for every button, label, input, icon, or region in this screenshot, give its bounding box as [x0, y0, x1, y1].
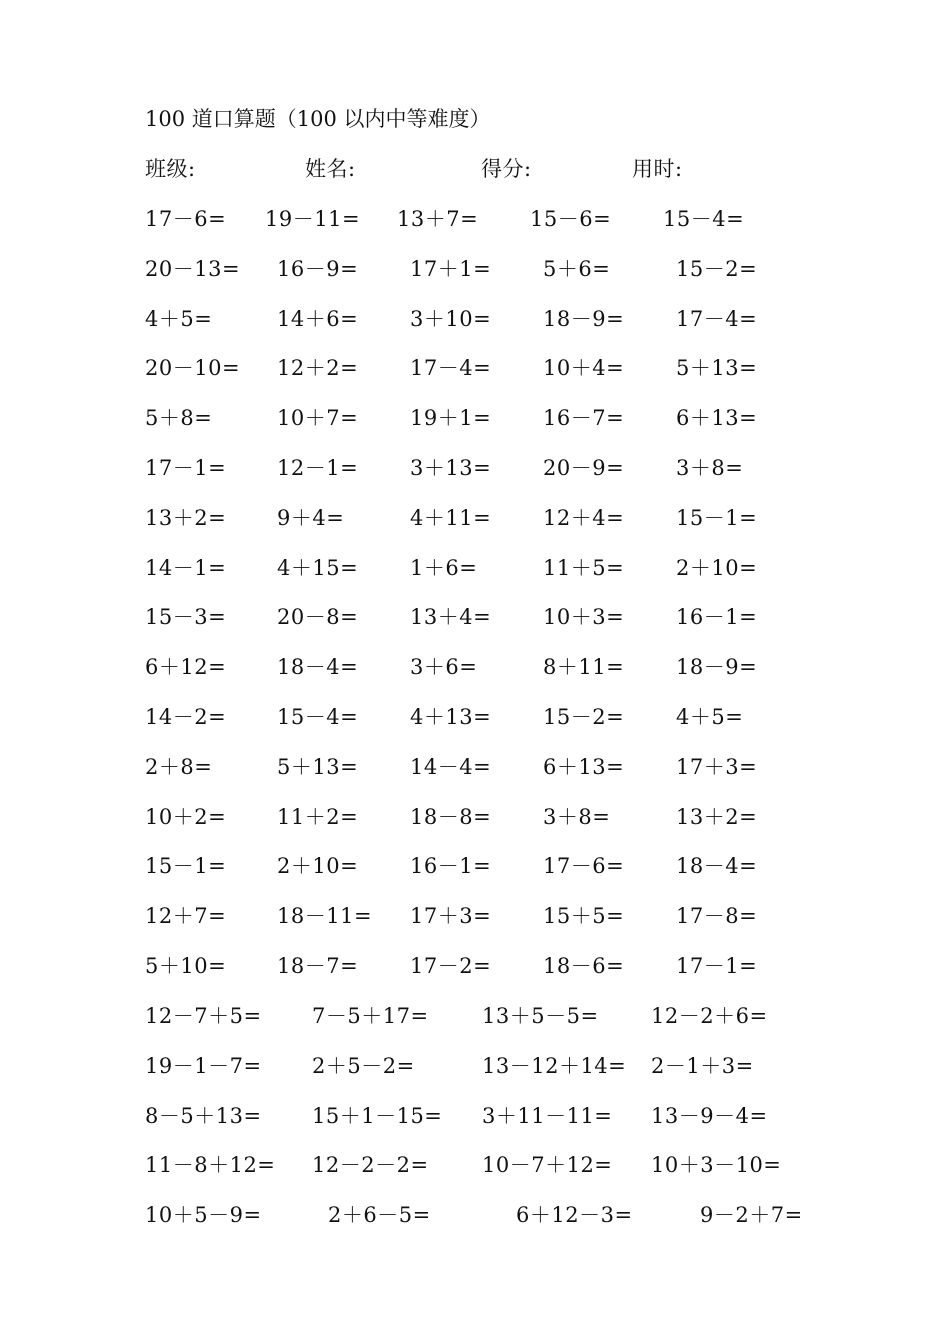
- problem: 2＋5－2=: [312, 1053, 415, 1078]
- problem: 18－4=: [277, 655, 359, 680]
- problem: 2＋8=: [145, 754, 213, 779]
- problem: 18－4=: [676, 854, 758, 879]
- problem: 5＋10=: [145, 954, 227, 978]
- problem-row: [0, 304, 950, 334]
- problem: 15－4=: [663, 207, 745, 231]
- problem: 9＋4=: [277, 505, 345, 530]
- problem: 4＋5=: [145, 306, 213, 331]
- problem: 11－8＋12=: [145, 1153, 276, 1178]
- problem: 10＋7=: [277, 406, 359, 431]
- problem: 13＋2=: [676, 804, 758, 829]
- problem: 17＋3=: [676, 754, 758, 779]
- problem: 3＋8=: [543, 804, 611, 829]
- problem: 10＋3－10=: [651, 1153, 782, 1178]
- problem: 1＋6=: [410, 555, 478, 580]
- problem: 6＋12－3=: [516, 1203, 633, 1228]
- problem: 4＋15=: [277, 555, 359, 580]
- problem: 20－8=: [277, 605, 359, 630]
- problem: 14－4=: [410, 754, 492, 779]
- problem: 5＋13=: [676, 356, 758, 381]
- time-label: 用时:: [632, 157, 683, 181]
- problem-row: [0, 1101, 950, 1131]
- problem: 3＋11－11=: [482, 1103, 613, 1128]
- problem: 18－11=: [277, 904, 373, 929]
- problem: 3＋8=: [676, 456, 744, 480]
- problem: 17－1=: [145, 456, 227, 480]
- problem: 10－7＋12=: [482, 1153, 613, 1178]
- problem: 3＋6=: [410, 655, 478, 680]
- problem: 17－4=: [410, 356, 492, 381]
- problem-row: [0, 901, 950, 931]
- problem: 19－1－7=: [145, 1053, 262, 1078]
- problem: 18－9=: [676, 655, 758, 680]
- problem: 12＋7=: [145, 904, 227, 929]
- problem: 7－5＋17=: [312, 1004, 429, 1028]
- problem: 12＋4=: [543, 505, 625, 530]
- problem: 12＋2=: [277, 356, 359, 381]
- name-label: 姓名:: [305, 157, 356, 181]
- problem: 17－6=: [145, 207, 227, 231]
- problem: 14－2=: [145, 705, 227, 729]
- problem: 4＋13=: [410, 705, 492, 729]
- problem-row: [0, 503, 950, 533]
- problem: 20－13=: [145, 256, 241, 281]
- problem: 4＋11=: [410, 505, 492, 530]
- problem: 13＋2=: [145, 505, 227, 530]
- problem: 12－7＋5=: [145, 1004, 262, 1028]
- problem: 6＋13=: [676, 406, 758, 431]
- problem: 13＋4=: [410, 605, 492, 630]
- problem: 8＋11=: [543, 655, 625, 680]
- class-label: 班级:: [145, 157, 196, 181]
- problem: 2＋10=: [676, 555, 758, 580]
- problem: 18－9=: [543, 306, 625, 331]
- problem: 15－6=: [530, 207, 612, 231]
- problem: 17＋1=: [410, 256, 492, 281]
- problem-row: [0, 851, 950, 881]
- problem-row: [0, 353, 950, 383]
- problem: 3＋10=: [410, 306, 492, 331]
- problem-row: [0, 602, 950, 632]
- problem-row: [0, 254, 950, 284]
- problem: 2－1＋3=: [651, 1053, 754, 1078]
- problem: 13＋7=: [397, 207, 479, 231]
- problem: 17＋3=: [410, 904, 492, 929]
- problem: 5＋6=: [543, 256, 611, 281]
- problem: 15＋5=: [543, 904, 625, 929]
- problem-row: [0, 1051, 950, 1081]
- problem: 15＋1－15=: [312, 1103, 443, 1128]
- problem-row: [0, 403, 950, 433]
- problem: 15－2=: [543, 705, 625, 729]
- problem: 2＋6－5=: [328, 1203, 431, 1228]
- problem: 15－4=: [277, 705, 359, 729]
- problem: 18－8=: [410, 804, 492, 829]
- problem: 4＋5=: [676, 705, 744, 729]
- problem: 10＋4=: [543, 356, 625, 381]
- problem: 14－1=: [145, 555, 227, 580]
- problem: 5＋8=: [145, 406, 213, 431]
- problem: 18－7=: [277, 954, 359, 978]
- problem: 12－2＋6=: [651, 1004, 768, 1028]
- problem: 12－1=: [277, 456, 359, 480]
- problem: 15－1=: [145, 854, 227, 879]
- problem-row: [0, 453, 950, 483]
- problem: 10＋2=: [145, 804, 227, 829]
- problem-row: [0, 752, 950, 782]
- problem: 17－1=: [676, 954, 758, 978]
- problem: 17－4=: [676, 306, 758, 331]
- problem: 2＋10=: [277, 854, 359, 879]
- problem: 17－2=: [410, 954, 492, 978]
- problem: 10＋5－9=: [145, 1203, 262, 1228]
- problem-row: [0, 652, 950, 682]
- problem: 13－9－4=: [651, 1103, 768, 1128]
- problem: 11＋5=: [543, 555, 625, 580]
- problem: 13－12＋14=: [482, 1053, 627, 1078]
- problem: 12－2－2=: [312, 1153, 429, 1178]
- problem-row: [0, 1001, 950, 1031]
- problem-row: [0, 553, 950, 583]
- problem: 15－2=: [676, 256, 758, 281]
- problem: 13＋5－5=: [482, 1004, 599, 1028]
- problem: 11＋2=: [277, 804, 359, 829]
- problem: 16－1=: [676, 605, 758, 630]
- problem: 6＋13=: [543, 754, 625, 779]
- problem: 19－11=: [265, 207, 361, 231]
- problem-row: [0, 1200, 950, 1230]
- problem: 5＋13=: [277, 754, 359, 779]
- problem: 19＋1=: [410, 406, 492, 431]
- problem: 8－5＋13=: [145, 1103, 262, 1128]
- problem: 3＋13=: [410, 456, 492, 480]
- problem: 15－3=: [145, 605, 227, 630]
- header-row: [0, 154, 950, 184]
- problem-row: [0, 951, 950, 981]
- score-label: 得分:: [481, 157, 532, 181]
- problem: 17－6=: [543, 854, 625, 879]
- problem-row: [0, 702, 950, 732]
- problem-row: [0, 802, 950, 832]
- page-title: 100 道口算题（100 以内中等难度）: [145, 107, 491, 131]
- problem: 14＋6=: [277, 306, 359, 331]
- problem: 20－9=: [543, 456, 625, 480]
- problem: 20－10=: [145, 356, 241, 381]
- problem: 6＋12=: [145, 655, 227, 680]
- problem: 15－1=: [676, 505, 758, 530]
- problem: 16－7=: [543, 406, 625, 431]
- problem-row: [0, 204, 950, 234]
- problem: 16－1=: [410, 854, 492, 879]
- problem: 16－9=: [277, 256, 359, 281]
- problem: 17－8=: [676, 904, 758, 929]
- problem: 9－2＋7=: [700, 1203, 803, 1228]
- problem: 18－6=: [543, 954, 625, 978]
- problem: 10＋3=: [543, 605, 625, 630]
- problem-row: [0, 1150, 950, 1180]
